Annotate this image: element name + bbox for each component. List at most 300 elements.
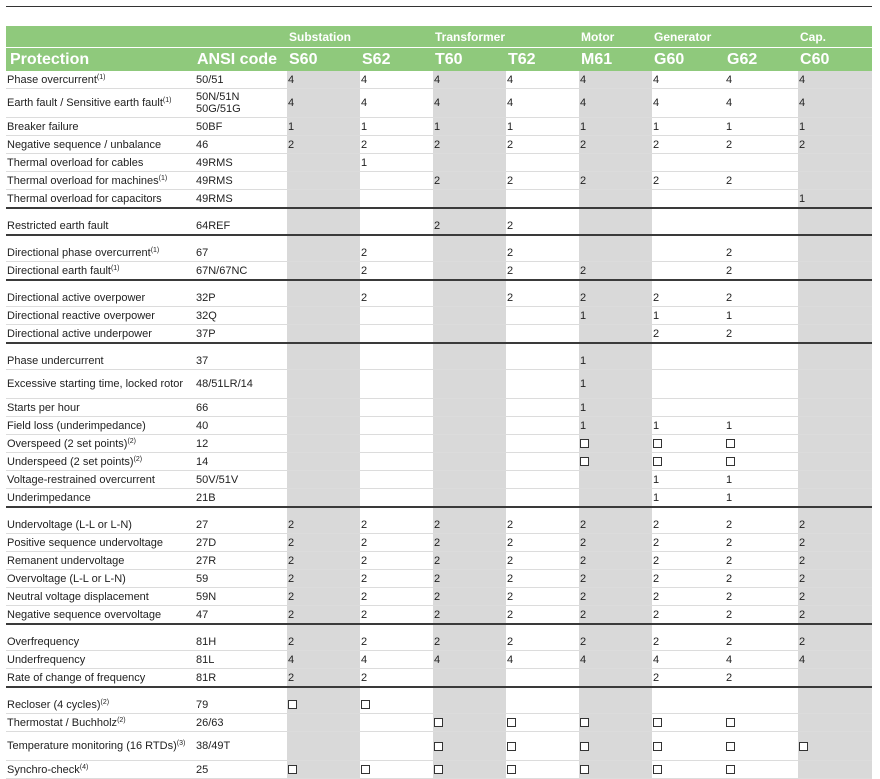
value-cell-s60: [287, 325, 360, 344]
protection-name: [7, 175, 167, 187]
group-spacer: [6, 507, 872, 516]
value-cell-g62: [725, 651, 798, 669]
value-cell-c60: [798, 190, 872, 209]
spacer-cell: [798, 624, 872, 633]
function-count: 2: [799, 518, 806, 531]
value-cell-s60: [287, 633, 360, 651]
protection-name-cell: [6, 399, 195, 417]
spacer-cell: [798, 280, 872, 289]
ansi-code: 67N/67NC: [196, 264, 248, 277]
function-count: 4: [361, 73, 368, 86]
value-cell-s62: [360, 633, 433, 651]
function-count: 2: [288, 590, 295, 603]
value-cell-t60: [433, 633, 506, 651]
ansi-code: 49RMS: [196, 192, 233, 205]
option-box-icon: [361, 700, 370, 709]
function-count: 4: [726, 653, 733, 666]
table-row: [6, 534, 872, 552]
ansi-code: 12: [196, 437, 209, 450]
value-cell-t60: [433, 325, 506, 344]
value-cell-c60: [798, 154, 872, 172]
value-cell-g60: [652, 399, 725, 417]
ansi-code: 32P: [196, 291, 216, 304]
spacer-cell: [506, 343, 579, 352]
function-count: 2: [361, 590, 368, 603]
value-cell-t60: [433, 136, 506, 154]
function-count: 2: [507, 264, 514, 277]
ansi-code-cell: [195, 172, 287, 190]
value-cell-c60: [798, 352, 872, 370]
option-box-icon: [434, 765, 443, 774]
value-cell-g60: [652, 534, 725, 552]
table-row: [6, 136, 872, 154]
value-cell-m61: [579, 154, 652, 172]
value-cell-s60: [287, 761, 360, 779]
value-cell-m61: [579, 399, 652, 417]
function-count: 4: [361, 653, 368, 666]
protection-name-cell: [6, 370, 195, 399]
value-cell-s62: [360, 307, 433, 325]
function-count: 4: [799, 653, 806, 666]
table-row: [6, 696, 872, 714]
spacer-cell: [652, 624, 725, 633]
value-cell-s60: [287, 190, 360, 209]
table-row: [6, 633, 872, 651]
value-cell-g62: [725, 118, 798, 136]
spacer-cell: [360, 208, 433, 217]
value-cell-c60: [798, 435, 872, 453]
spacer-cell: [287, 280, 360, 289]
value-cell-g60: [652, 471, 725, 489]
function-count: 4: [653, 653, 660, 666]
table-row: [6, 190, 872, 209]
top-rule: [6, 6, 872, 7]
table-row: [6, 244, 872, 262]
function-count: 2: [361, 554, 368, 567]
option-box-icon: [653, 765, 662, 774]
value-cell-s60: [287, 154, 360, 172]
value-cell-s60: [287, 435, 360, 453]
protection-name-text: Earth fault / Sensitive earth fault: [7, 97, 163, 109]
value-cell-t62: [506, 289, 579, 307]
function-count: 1: [653, 309, 660, 322]
footnote-ref: (1): [150, 246, 160, 254]
value-cell-g60: [652, 190, 725, 209]
function-count: 2: [507, 536, 514, 549]
value-cell-s62: [360, 136, 433, 154]
function-count: 2: [288, 518, 295, 531]
spacer-cell: [652, 343, 725, 352]
ansi-code: 38/49T: [196, 740, 231, 752]
function-count: 2: [653, 138, 660, 151]
ansi-code: 46: [196, 138, 209, 151]
value-cell-s60: [287, 732, 360, 761]
protection-name: [7, 438, 136, 450]
value-cell-g62: [725, 453, 798, 471]
group-spacer: [6, 624, 872, 633]
protection-name-cell: [6, 244, 195, 262]
function-count: 4: [653, 73, 660, 86]
protection-name: [7, 636, 79, 648]
value-cell-s60: [287, 417, 360, 435]
ansi-code: 25: [196, 763, 209, 776]
value-cell-s60: [287, 307, 360, 325]
function-count: 2: [507, 219, 514, 232]
value-cell-g60: [652, 732, 725, 761]
value-cell-t60: [433, 669, 506, 688]
table-row: [6, 570, 872, 588]
spacer-cell: [6, 208, 195, 217]
value-cell-t62: [506, 399, 579, 417]
value-cell-g60: [652, 307, 725, 325]
function-count: 2: [288, 138, 295, 151]
spacer-cell: [725, 343, 798, 352]
ansi-code-cell: [195, 552, 287, 570]
protection-name-cell: [6, 534, 195, 552]
ansi-code-cell: [195, 370, 287, 399]
table-row: [6, 307, 872, 325]
footnote-ref: (2): [133, 455, 143, 463]
spacer-cell: [506, 507, 579, 516]
value-cell-s62: [360, 516, 433, 534]
protection-name-text: Phase undercurrent: [7, 354, 104, 367]
function-count: 2: [580, 518, 587, 531]
protection-name-cell: [6, 633, 195, 651]
ansi-code-cell: [195, 453, 287, 471]
value-cell-s62: [360, 399, 433, 417]
spacer-cell: [652, 507, 725, 516]
function-count: 2: [653, 635, 660, 648]
ansi-code: 27D: [196, 536, 217, 549]
value-cell-t62: [506, 633, 579, 651]
spacer-cell: [798, 208, 872, 217]
ansi-code-cell: [195, 696, 287, 714]
option-box-icon: [726, 765, 735, 774]
table-row: [6, 71, 872, 89]
value-cell-m61: [579, 136, 652, 154]
spacer-cell: [579, 687, 652, 696]
protection-name: [7, 474, 155, 486]
protection-name: [7, 573, 126, 585]
value-cell-s62: [360, 244, 433, 262]
function-count: 2: [726, 518, 733, 531]
footnote-ref: (4): [79, 763, 89, 771]
option-box-icon: [507, 742, 516, 751]
value-cell-c60: [798, 262, 872, 281]
protection-name-text: Remanent undervoltage: [7, 554, 125, 567]
function-count: 2: [288, 536, 295, 549]
table-row: [6, 89, 872, 118]
spacer-cell: [360, 687, 433, 696]
spacer-cell: [725, 208, 798, 217]
protection-name-text: Excessive starting time, locked rotor: [7, 378, 184, 390]
value-cell-s60: [287, 89, 360, 118]
value-cell-t62: [506, 154, 579, 172]
function-count: 2: [726, 246, 733, 259]
value-cell-s62: [360, 588, 433, 606]
function-count: 2: [799, 608, 806, 621]
value-cell-g62: [725, 606, 798, 625]
function-count: 2: [288, 608, 295, 621]
spacer-cell: [6, 507, 195, 516]
function-count: 1: [580, 401, 587, 414]
ansi-code: 32Q: [196, 309, 217, 322]
function-count: 2: [799, 572, 806, 585]
function-count: 1: [580, 309, 587, 322]
function-count: 2: [799, 536, 806, 549]
table-row: [6, 172, 872, 190]
ansi-code-cell: [195, 136, 287, 154]
value-cell-s62: [360, 289, 433, 307]
protection-name: [7, 74, 105, 86]
table-row: [6, 606, 872, 625]
spacer-cell: [433, 624, 506, 633]
value-cell-m61: [579, 370, 652, 399]
function-count: 2: [580, 572, 587, 585]
protection-name: [7, 764, 88, 776]
value-cell-t60: [433, 289, 506, 307]
ansi-code: 49RMS: [196, 156, 233, 169]
protection-name-cell: [6, 453, 195, 471]
ansi-code: 59N: [196, 590, 217, 603]
ansi-code: 50BF: [196, 120, 223, 133]
value-cell-t62: [506, 761, 579, 779]
value-cell-t62: [506, 244, 579, 262]
column-header-row: [6, 48, 872, 72]
ansi-code: 67: [196, 246, 209, 259]
function-count: 4: [507, 73, 514, 86]
function-count: 2: [434, 174, 441, 187]
value-cell-m61: [579, 696, 652, 714]
option-box-icon: [726, 742, 735, 751]
protection-name-text: Phase overcurrent: [7, 73, 97, 86]
ansi-code-cell: [195, 244, 287, 262]
group-header-2: Transformer: [433, 26, 579, 48]
value-cell-s60: [287, 606, 360, 625]
value-cell-t62: [506, 669, 579, 688]
function-count: 1: [580, 120, 587, 133]
table-row: [6, 154, 872, 172]
protection-name: [7, 555, 124, 567]
value-cell-m61: [579, 325, 652, 344]
ansi-code-cell: [195, 262, 287, 281]
function-count: 2: [653, 518, 660, 531]
value-cell-s62: [360, 435, 433, 453]
spacer-cell: [506, 235, 579, 244]
spacer-cell: [725, 280, 798, 289]
value-cell-c60: [798, 534, 872, 552]
option-box-icon: [288, 700, 297, 709]
function-count: 1: [799, 192, 806, 205]
protection-name-cell: [6, 552, 195, 570]
function-count: 2: [434, 219, 441, 232]
value-cell-g62: [725, 325, 798, 344]
ansi-code-cell: [195, 325, 287, 344]
option-box-icon: [653, 742, 662, 751]
value-cell-g62: [725, 217, 798, 235]
column-header-s62: S62: [360, 48, 433, 72]
ansi-code: 81H: [196, 635, 217, 648]
value-cell-s60: [287, 516, 360, 534]
value-cell-g60: [652, 570, 725, 588]
value-cell-g62: [725, 370, 798, 399]
spacer-cell: [506, 624, 579, 633]
footnote-ref: (2): [117, 716, 126, 724]
function-count: 2: [434, 518, 441, 531]
protection-name-cell: [6, 714, 195, 732]
ansi-code-cell: [195, 118, 287, 136]
protection-name: [7, 328, 152, 340]
value-cell-m61: [579, 172, 652, 190]
value-cell-t60: [433, 154, 506, 172]
table-row: [6, 714, 872, 732]
value-cell-c60: [798, 399, 872, 417]
protection-name: [7, 717, 126, 729]
value-cell-t60: [433, 71, 506, 89]
value-cell-g60: [652, 262, 725, 281]
protection-name: [7, 139, 161, 151]
protection-name-cell: [6, 489, 195, 508]
value-cell-g62: [725, 732, 798, 761]
function-count: 2: [507, 246, 514, 259]
option-box-icon: [434, 742, 443, 751]
spacer-cell: [798, 687, 872, 696]
protection-name: [7, 355, 104, 367]
function-count: 2: [726, 608, 733, 621]
value-cell-g62: [725, 534, 798, 552]
function-count: 2: [361, 572, 368, 585]
ansi-code-cell: [195, 669, 287, 688]
spacer-cell: [798, 235, 872, 244]
protection-name: [7, 247, 159, 259]
spacer-cell: [652, 687, 725, 696]
value-cell-g62: [725, 489, 798, 508]
value-cell-s60: [287, 714, 360, 732]
value-cell-t60: [433, 552, 506, 570]
spacer-cell: [433, 280, 506, 289]
function-count: 4: [726, 73, 733, 86]
function-count: 2: [580, 536, 587, 549]
value-cell-t62: [506, 435, 579, 453]
spacer-cell: [725, 624, 798, 633]
spacer-cell: [195, 343, 287, 352]
value-cell-g60: [652, 669, 725, 688]
protection-name: [7, 220, 109, 232]
value-cell-m61: [579, 633, 652, 651]
footnote-ref: (2): [127, 437, 137, 445]
value-cell-s62: [360, 552, 433, 570]
group-header-3: Motor: [579, 26, 652, 48]
value-cell-s62: [360, 669, 433, 688]
protection-name-text: Undervoltage (L-L or L-N): [7, 518, 132, 531]
option-box-icon: [580, 439, 589, 448]
table-row: [6, 370, 872, 399]
value-cell-g60: [652, 516, 725, 534]
function-count: 2: [288, 635, 295, 648]
value-cell-t62: [506, 172, 579, 190]
value-cell-s62: [360, 489, 433, 508]
protection-name: [7, 654, 85, 666]
spacer-cell: [287, 235, 360, 244]
function-count: 2: [507, 590, 514, 603]
function-count: 4: [507, 97, 514, 109]
function-count: 2: [361, 291, 368, 304]
protection-name-text: Starts per hour: [7, 401, 80, 414]
value-cell-c60: [798, 453, 872, 471]
value-cell-s62: [360, 761, 433, 779]
spacer-cell: [433, 208, 506, 217]
value-cell-s62: [360, 217, 433, 235]
column-header-s60: S60: [287, 48, 360, 72]
ansi-code-cell: [195, 588, 287, 606]
table-row: [6, 453, 872, 471]
value-cell-g60: [652, 217, 725, 235]
protection-name-cell: [6, 651, 195, 669]
protection-name: [7, 456, 142, 468]
spacer-cell: [725, 507, 798, 516]
value-cell-c60: [798, 217, 872, 235]
spacer-cell: [652, 208, 725, 217]
function-count: 2: [361, 536, 368, 549]
protection-name: [7, 519, 132, 531]
value-cell-m61: [579, 118, 652, 136]
value-cell-g62: [725, 696, 798, 714]
spacer-cell: [360, 507, 433, 516]
spacer-cell: [195, 235, 287, 244]
function-count: 1: [580, 378, 587, 390]
ansi-code-cell: [195, 89, 287, 118]
spacer-cell: [579, 624, 652, 633]
function-count: 2: [653, 590, 660, 603]
protection-name: [7, 591, 149, 603]
value-cell-g62: [725, 588, 798, 606]
value-cell-t60: [433, 761, 506, 779]
function-count: 2: [726, 264, 733, 277]
spacer-cell: [652, 280, 725, 289]
value-cell-g60: [652, 71, 725, 89]
value-cell-t60: [433, 696, 506, 714]
value-cell-t60: [433, 570, 506, 588]
spacer-cell: [6, 343, 195, 352]
spacer-cell: [579, 208, 652, 217]
protection-name-text: Underfrequency: [7, 653, 86, 666]
function-count: 4: [434, 653, 441, 666]
value-cell-t60: [433, 489, 506, 508]
option-box-icon: [653, 718, 662, 727]
group-header-1: Substation: [287, 26, 433, 48]
column-header-t60: T60: [433, 48, 506, 72]
spacer-cell: [287, 507, 360, 516]
function-count: 2: [580, 635, 587, 648]
protection-name-text: Underspeed (2 set points): [7, 455, 134, 468]
value-cell-c60: [798, 570, 872, 588]
value-cell-g62: [725, 154, 798, 172]
value-cell-t60: [433, 244, 506, 262]
value-cell-c60: [798, 71, 872, 89]
value-cell-t60: [433, 471, 506, 489]
value-cell-g60: [652, 244, 725, 262]
value-cell-t62: [506, 606, 579, 625]
value-cell-c60: [798, 552, 872, 570]
function-count: 2: [507, 518, 514, 531]
value-cell-m61: [579, 352, 652, 370]
protection-name: [7, 402, 80, 414]
protection-name-cell: [6, 71, 195, 89]
function-count: 2: [288, 671, 295, 684]
ansi-code: 21B: [196, 491, 216, 504]
protection-name-text: Recloser (4 cycles): [7, 698, 101, 711]
value-cell-t62: [506, 732, 579, 761]
